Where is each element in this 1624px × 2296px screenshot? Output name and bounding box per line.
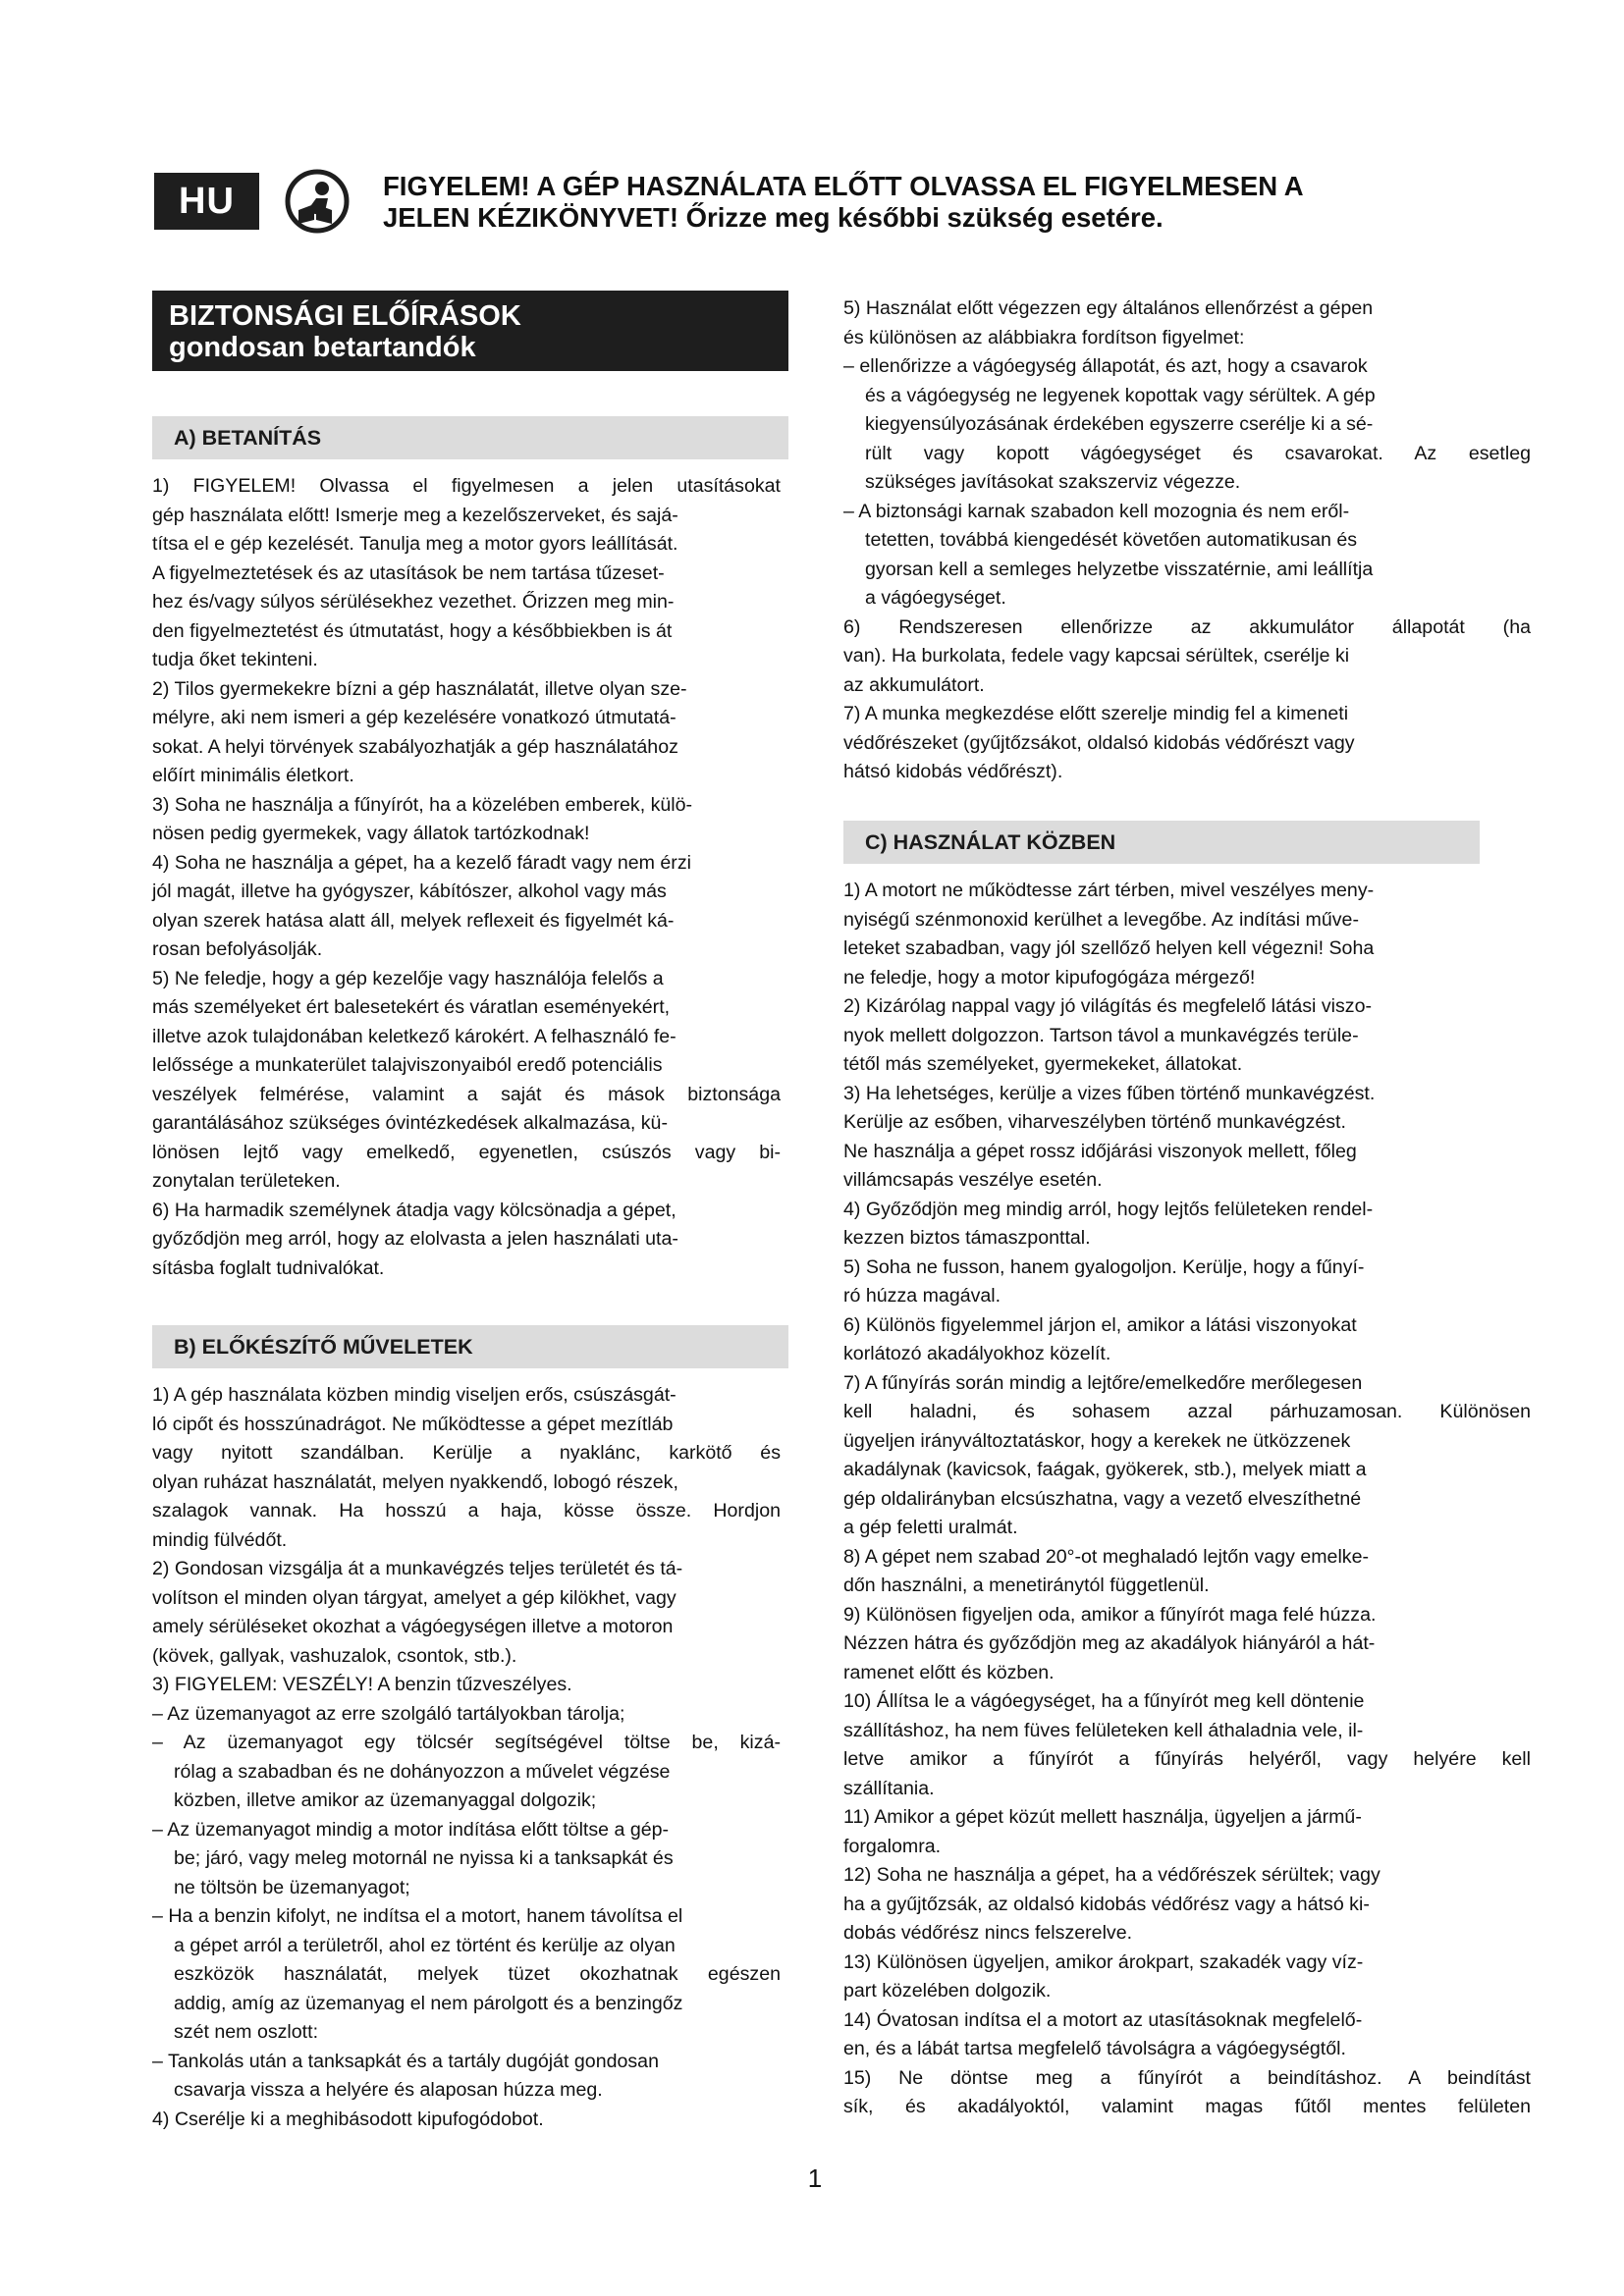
- text-line: 4) Győződjön meg mindig arról, hogy lejtős felületeken rendel-: [843, 1198, 1374, 1220]
- text-line: a gépet arról a területről, ahol ez történt és kerülje az olyan: [174, 1934, 676, 1956]
- text-line: 5) Használat előtt végezzen egy általános ellenőrzést a gépen: [843, 297, 1374, 319]
- text-line: jól magát, illetve ha gyógyszer, kábítószer, alkohol vagy más: [152, 881, 667, 902]
- text-line: csavarja vissza a helyére és alaposan húzza meg.: [174, 2079, 603, 2101]
- text-line: előírt minimális életkort.: [152, 765, 354, 786]
- header-warning-line: JELEN KÉZIKÖNYVET! Őrizze meg későbbi szükség esetére.: [383, 202, 1164, 233]
- text-line: más személyeket ért balesetekért és váratlan eseményekért,: [152, 996, 671, 1018]
- text-line: nösen pedig gyermekek, vagy állatok tartózkodnak!: [152, 823, 590, 844]
- text-line: 6) Ha harmadik személynek átadja vagy kölcsönadja a gépet,: [152, 1199, 677, 1221]
- text-line: 1) A gép használata közben mindig viseljen erős, csúszásgát-: [152, 1384, 677, 1406]
- text-line: rólag a szabadban és ne dohányozzon a művelet végzése: [174, 1760, 671, 1783]
- text-line: 1) FIGYELEM! Olvassa el figyelmesen a jelen utasításokat: [152, 475, 781, 497]
- text-line: kell haladni, és sohasem azzal párhuzamosan. Különösen: [843, 1401, 1531, 1422]
- safety-subtitle: gondosan betartandók: [169, 332, 476, 363]
- text-line: gyorsan kell a semleges helyzetbe visszatérnie, ami leállítja: [865, 558, 1374, 580]
- text-line: 6) Különös figyelemmel járjon el, amikor a látási viszonyokat: [843, 1313, 1357, 1336]
- text-line: hez és/vagy súlyos sérülésekhez vezethet. Őrizzen meg min-: [152, 591, 675, 613]
- section-c-text: [843, 877, 1531, 2122]
- text-line: szét nem oszlott:: [174, 2021, 319, 2043]
- text-line: – A biztonsági karnak szabadon kell mozognia és nem eről-: [843, 500, 1350, 522]
- section-b-text: [152, 1381, 781, 2134]
- text-line: kiegyensúlyozásának érdekében egyszerre cserélje ki a sé-: [865, 413, 1374, 435]
- text-line: sításba foglalt tudnivalókat.: [152, 1256, 385, 1279]
- text-line: lönösen lejtő vagy emelkedő, egyenetlen, csúszós vagy bi-: [152, 1141, 781, 1163]
- text-line: den figyelmeztetést és útmutatást, hogy a későbbiekben is át: [152, 619, 673, 642]
- text-line: – Tankolás után a tanksapkát és a tartály dugóját gondosan: [152, 2050, 659, 2072]
- text-line: szalagok vannak. Ha hosszú a haja, kösse össze. Hordjon: [152, 1500, 781, 1522]
- text-line: dőn használni, a menetiránytól függetlenül.: [843, 1575, 1210, 1596]
- right-top-text: [843, 294, 1531, 787]
- text-line: és különösen az alábbiakra fordítson figyelmet:: [843, 326, 1245, 348]
- text-line: 7) A fűnyírás során mindig a lejtőre/emelkedőre merőlegesen: [843, 1371, 1363, 1394]
- safety-title-block: [152, 291, 788, 371]
- text-line: 10) Állítsa le a vágóegységet, ha a fűnyírót meg kell döntenie: [843, 1690, 1365, 1712]
- text-line: sík, és akadályoktól, valamint magas fűtől mentes felületen: [843, 2096, 1531, 2117]
- text-line: ne feledje, hogy a motor kipufogógáza mérgező!: [843, 966, 1256, 988]
- text-line: a vágóegységet.: [865, 587, 1006, 609]
- text-line: a gép feletti uralmát.: [843, 1517, 1018, 1538]
- text-line: sokat. A helyi törvények szabályozhatják a gép használatához: [152, 735, 678, 758]
- language-badge: HU: [154, 173, 259, 230]
- text-line: veszélyek felmérése, valamint a saját és mások biztonsága: [152, 1083, 781, 1105]
- text-line: – ellenőrizze a vágóegység állapotát, és azt, hogy a csavarok: [843, 355, 1368, 377]
- text-line: tetetten, továbbá kiengedését követően automatikusan és: [865, 529, 1358, 551]
- text-line: zonytalan területeken.: [152, 1170, 341, 1192]
- text-line: tudja őket tekinteni.: [152, 649, 318, 670]
- text-line: – Az üzemanyagot mindig a motor indítása előtt töltse a gép-: [152, 1818, 670, 1841]
- text-line: vagy nyitott szandálban. Kerülje a nyaklánc, karkötő és: [152, 1442, 781, 1464]
- text-line: győződjön meg arról, hogy az elolvasta a jelen használati uta-: [152, 1228, 678, 1250]
- text-line: (kövek, gallyak, vashuzalok, csontok, stb.).: [152, 1644, 517, 1667]
- text-line: közben, illetve amikor az üzemanyaggal dolgozik;: [174, 1789, 597, 1811]
- text-line: 4) Soha ne használja a gépet, ha a kezelő fáradt vagy nem érzi: [152, 851, 691, 874]
- text-line: 5) Soha ne fusson, hanem gyalogoljon. Kerülje, hogy a fűnyí-: [843, 1255, 1365, 1278]
- text-line: nyok mellett dolgozzon. Tartson távol a munkavégzés terüle-: [843, 1024, 1359, 1046]
- text-line: letve amikor a fűnyírót a fűnyírás helyéről, vagy helyére kell: [843, 1748, 1531, 1770]
- text-line: 11) Amikor a gépet közút mellett használja, ügyeljen a jármű-: [843, 1806, 1362, 1828]
- text-line: part közelében dolgozik.: [843, 1980, 1052, 2002]
- text-line: hátsó kidobás védőrészt).: [843, 761, 1063, 782]
- text-line: – Az üzemanyagot egy tölcsér segítségével töltse be, kizá-: [152, 1732, 781, 1753]
- text-line: olyan szerek hatása alatt áll, melyek reflexeit és figyelmét ká-: [152, 909, 675, 932]
- text-line: olyan ruházat használatát, melyen nyakkendő, lobogó részek,: [152, 1470, 678, 1493]
- text-line: gép oldalirányban elcsúszhatna, vagy a vezető elveszíthetné: [843, 1487, 1362, 1510]
- text-line: Ne használja a gépet rossz időjárási viszonyok mellett, főleg: [843, 1140, 1357, 1162]
- section-heading-c: C) HASZNÁLAT KÖZBEN: [843, 821, 1480, 864]
- text-line: addig, amíg az üzemanyag el nem párolgott és a benzingőz: [174, 1992, 683, 2014]
- text-line: az akkumulátort.: [843, 673, 985, 696]
- text-line: A figyelmeztetések és az utasítások be nem tartása tűzeset-: [152, 561, 665, 584]
- text-line: ügyeljen irányváltoztatáskor, hogy a kerekek ne ütközzenek: [843, 1429, 1351, 1452]
- text-line: eszközök használatát, melyek tüzet okozhatnak egészen: [174, 1963, 781, 1985]
- text-line: 5) Ne feledje, hogy a gép kezelője vagy használója felelős a: [152, 967, 664, 989]
- text-line: 2) Gondosan vizsgálja át a munkavégzés teljes területét és tá-: [152, 1558, 683, 1579]
- safety-title: BIZTONSÁGI ELŐÍRÁSOK: [169, 300, 521, 332]
- text-line: szállítania.: [843, 1777, 935, 1799]
- text-line: ló cipőt és hosszúnadrágot. Ne működtesse a gépet mezítláb: [152, 1413, 674, 1435]
- text-line: tétől más személyeket, gyermekeket, állatokat.: [843, 1053, 1243, 1075]
- text-line: – Ha a benzin kifolyt, ne indítsa el a motort, hanem távolítsa el: [152, 1905, 683, 1927]
- text-line: 4) Cserélje ki a meghibásodott kipufogódobot.: [152, 2108, 544, 2130]
- text-line: 13) Különösen ügyeljen, amikor árokpart, szakadék vagy víz-: [843, 1950, 1364, 1973]
- text-line: Kerülje az esőben, viharveszélyben történő munkavégzést.: [843, 1111, 1346, 1133]
- text-line: volítson el minden olyan tárgyat, amelyet a gép kilökhet, vagy: [152, 1586, 677, 1609]
- text-line: mélyre, aki nem ismeri a gép kezelésére vonatkozó útmutatá-: [152, 707, 677, 728]
- text-line: títsa el e gép kezelését. Tanulja meg a motor gyors leállítását.: [152, 533, 678, 555]
- text-line: ró húzza magával.: [843, 1285, 1001, 1307]
- section-heading-b: B) ELŐKÉSZÍTŐ MŰVELETEK: [152, 1325, 788, 1368]
- text-line: villámcsapás veszélye esetén.: [843, 1169, 1103, 1191]
- text-line: 3) Ha lehetséges, kerülje a vizes fűben történő munkavégzést.: [843, 1082, 1376, 1104]
- text-line: 8) A gépet nem szabad 20°-ot meghaladó lejtőn vagy emelke-: [843, 1545, 1370, 1568]
- text-line: ne töltsön be üzemanyagot;: [174, 1876, 410, 1898]
- text-line: Nézzen hátra és győződjön meg az akadályok hiányáról a hát-: [843, 1632, 1376, 1654]
- text-line: 2) Kizárólag nappal vagy jó világítás és megfelelő látási viszo-: [843, 995, 1373, 1017]
- text-line: en, és a lábát tartsa megfelelő távolságra a vágóegységtől.: [843, 2038, 1346, 2059]
- text-line: 6) Rendszeresen ellenőrizze az akkumulátor állapotát (ha: [843, 615, 1531, 638]
- header-warning-line: FIGYELEM! A GÉP HASZNÁLATA ELŐTT OLVASSA EL FIGYELMESEN A: [383, 171, 1304, 201]
- text-line: 14) Óvatosan indítsa el a motort az utasításoknak megfelelő-: [843, 2008, 1363, 2031]
- text-line: 1) A motort ne működtesse zárt térben, mivel veszélyes meny-: [843, 880, 1375, 901]
- page-number: 1: [807, 2163, 823, 2193]
- text-line: korlátozó akadályokhoz közelít.: [843, 1343, 1111, 1364]
- text-line: leteket szabadban, vagy jól szellőző helyen kell végezni! Soha: [843, 937, 1375, 959]
- text-line: 3) FIGYELEM: VESZÉLY! A benzin tűzveszélyes.: [152, 1674, 572, 1695]
- text-line: van). Ha burkolata, fedele vagy kapcsai sérültek, cserélje ki: [843, 645, 1350, 667]
- section-heading-a: A) BETANÍTÁS: [152, 416, 788, 459]
- text-line: dobás védőrész nincs felszerelve.: [843, 1922, 1133, 1944]
- text-line: akadálynak (kavicsok, faágak, gyökerek, stb.), melyek miatt a: [843, 1459, 1367, 1480]
- section-a-text: [152, 472, 781, 1283]
- text-line: 3) Soha ne használja a fűnyírót, ha a közelében emberek, külö-: [152, 793, 693, 816]
- text-line: szükséges javításokat szakszerviz végezze.: [865, 471, 1241, 493]
- text-line: és a vágóegység ne legyenek kopottak vagy sérültek. A gép: [865, 384, 1376, 406]
- text-line: védőrészeket (gyűjtőzsákot, oldalsó kidobás védőrészt vagy: [843, 731, 1355, 754]
- text-line: be; járó, vagy meleg motornál ne nyissa ki a tanksapkát és: [174, 1847, 674, 1869]
- header-warning: [383, 171, 1443, 234]
- text-line: nyiségű szénmonoxid kerülhet a levegőbe. Az indítási műve-: [843, 908, 1359, 931]
- text-line: 2) Tilos gyermekekre bízni a gép használatát, illetve olyan sze-: [152, 677, 687, 700]
- text-line: 12) Soha ne használja a gépet, ha a védőrészek sérültek; vagy: [843, 1864, 1380, 1886]
- text-line: ramenet előtt és közben.: [843, 1661, 1055, 1683]
- text-line: 15) Ne döntse meg a fűnyírót a beindításhoz. A beindítást: [843, 2066, 1531, 2089]
- text-line: rült vagy kopott vágóegységet és csavarokat. Az esetleg: [865, 442, 1531, 464]
- text-line: amely sérüléseket okozhat a vágóegységen illetve a motoron: [152, 1616, 674, 1637]
- text-line: gép használata előtt! Ismerje meg a kezelőszerveket, és sajá-: [152, 504, 678, 526]
- text-line: rosan befolyásolják.: [152, 938, 323, 960]
- text-line: garantálásához szükséges óvintézkedések alkalmazása, kü-: [152, 1112, 668, 1134]
- text-line: 9) Különösen figyeljen oda, amikor a fűnyírót maga felé húzza.: [843, 1603, 1377, 1626]
- text-line: – Az üzemanyagot az erre szolgáló tartályokban tárolja;: [152, 1702, 625, 1725]
- text-line: mindig fülvédőt.: [152, 1528, 288, 1551]
- text-line: szállításhoz, ha nem füves felületeken kell áthaladnia vele, il-: [843, 1719, 1364, 1741]
- text-line: lelőssége a munkaterület talajviszonyaiból eredő potenciális: [152, 1054, 663, 1076]
- text-line: kezzen biztos támaszponttal.: [843, 1227, 1091, 1249]
- text-line: illetve azok tulajdonában keletkező károkért. A felhasználó fe-: [152, 1025, 677, 1047]
- text-line: 7) A munka megkezdése előtt szerelje mindig fel a kimeneti: [843, 703, 1349, 724]
- read-manual-icon: [285, 169, 350, 234]
- text-line: forgalomra.: [843, 1835, 942, 1857]
- text-line: ha a gyűjtőzsák, az oldalsó kidobás védőrész vagy a hátsó ki-: [843, 1893, 1370, 1915]
